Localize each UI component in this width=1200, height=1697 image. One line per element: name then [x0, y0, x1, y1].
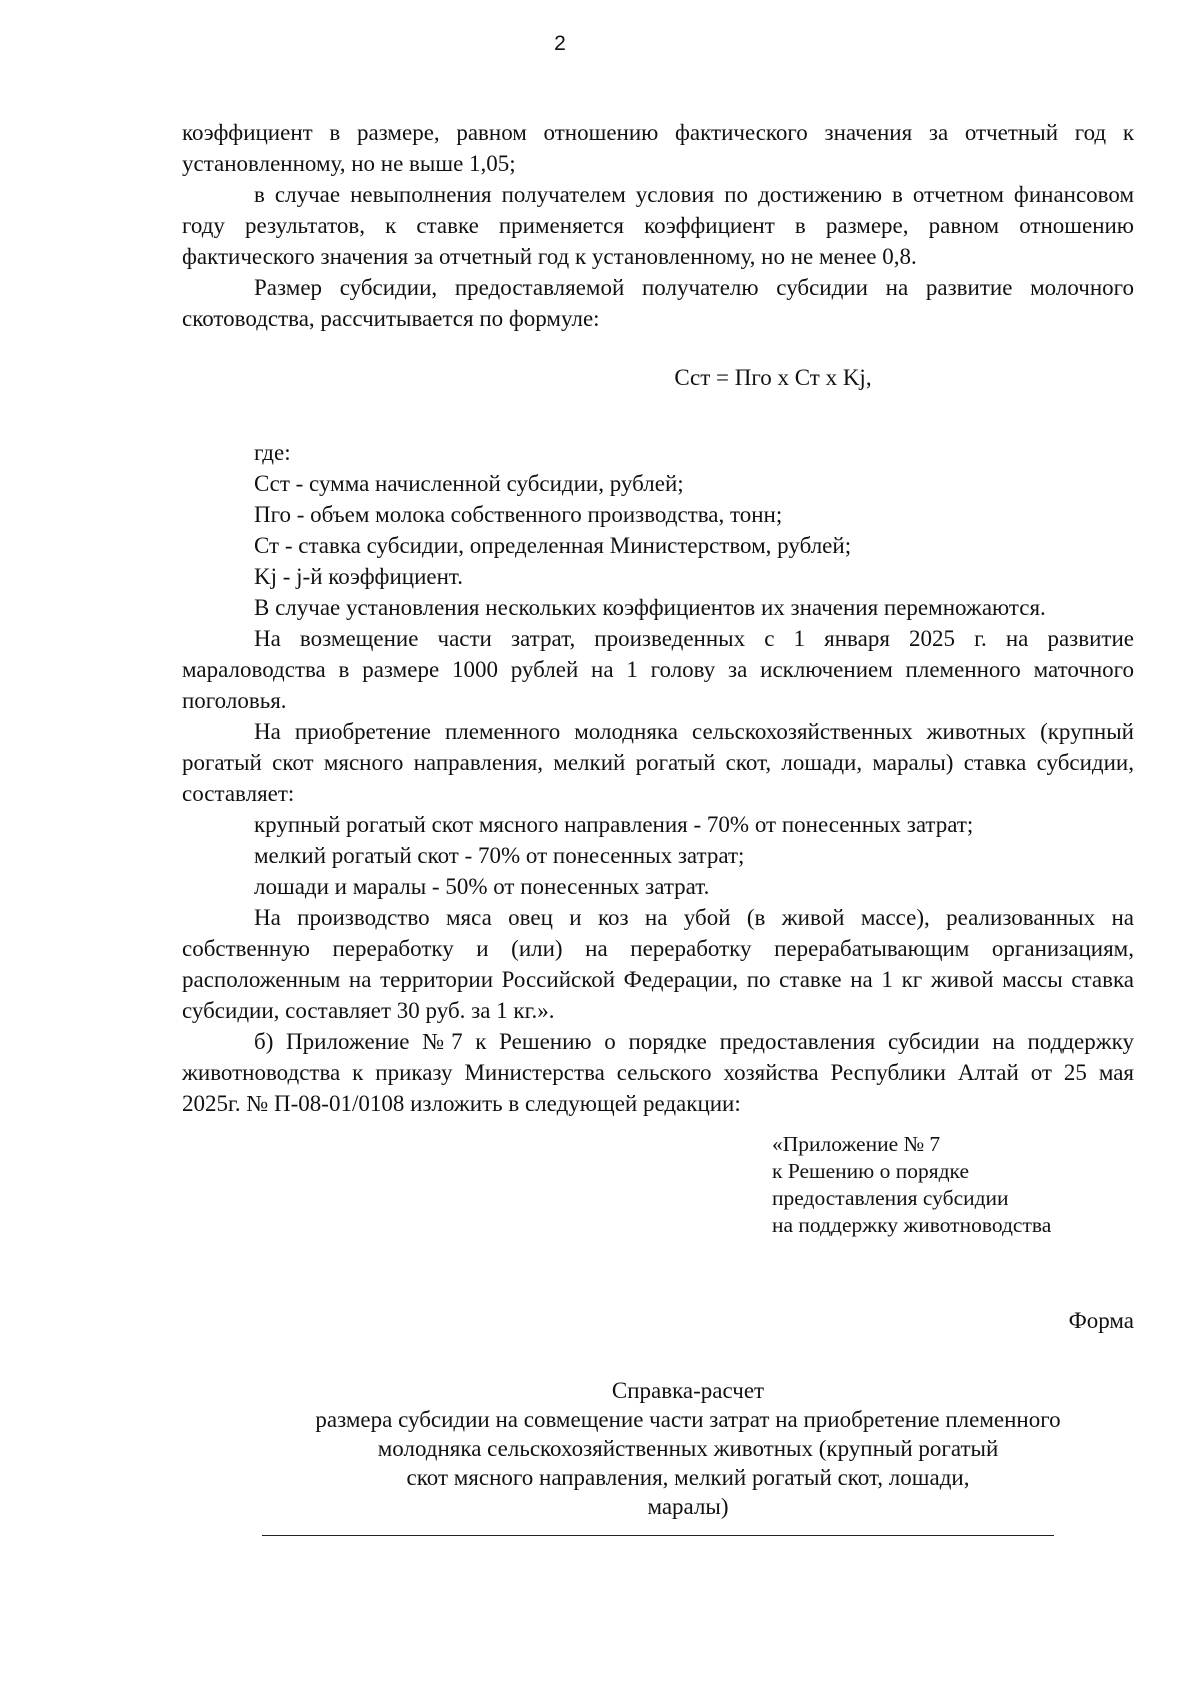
paragraph-coefficient-min: в случае невыполнения получателем условия по достижению в отчетном финансовом году результатов, к ставке применяется коэффициент в размере, равном отношению фактического значения за отчетный год к установленному, но не менее 0,8. [182, 182, 1134, 269]
title-underline [262, 1535, 1054, 1536]
form-label: Форма [1068, 1308, 1134, 1333]
rate-horses-marals: лошади и маралы - 50% от понесенных затрат. [254, 874, 710, 899]
rate-small-cattle: мелкий рогатый скот - 70% от понесенных затрат; [254, 843, 745, 868]
appendix-line-1: «Приложение № 7 [772, 1132, 941, 1156]
appendix-line-3: предоставления субсидии [772, 1186, 1009, 1210]
paragraph-formula-intro: Размер субсидии, предоставляемой получателю субсидии на развитие молочного скотоводства, рассчитывается по формуле: [182, 275, 1134, 331]
subsidy-formula: Сст = Пго х Ст х Kj, [674, 365, 872, 390]
definition-kj: Kj - j-й коэффициент. [254, 564, 463, 589]
title-line-2: молодняка сельскохозяйственных животных (крупный рогатый [377, 1436, 999, 1461]
page-number: 2 [554, 32, 566, 55]
definition-pgo: Пго - объем молока собственного производства, тонн; [254, 502, 783, 527]
paragraph-coefficients-multiply: В случае установления нескольких коэффициентов их значения перемножаются. [254, 595, 1046, 620]
calculation-title [182, 1376, 1134, 1521]
appendix-header [772, 1131, 1134, 1239]
rate-cattle: крупный рогатый скот мясного направления - 70% от понесенных затрат; [254, 812, 974, 837]
paragraph-breeding-young: На приобретение племенного молодняка сельскохозяйственных животных (крупный рогатый скот мясного направления, мелкий рогатый скот, лошади, маралы) ставка субсидии, составляет: [182, 719, 1134, 806]
paragraph-appendix-change: б) Приложение №7 к Решению о порядке предоставления субсидии на поддержку животноводства к приказу Министерства сельского хозяйства Республики Алтай от 25 мая 2025г. № П-08-01/0108 изложить в следующей редакции: [182, 1029, 1134, 1116]
document-body [182, 117, 1134, 1536]
title-line-4: маралы) [647, 1494, 729, 1519]
title-heading: Справка-расчет [611, 1378, 765, 1403]
paragraph-sheep-goat-meat: На производство мяса овец и коз на убой (в живой массе), реализованных на собственную переработку и (или) на переработку перерабатывающим организациям, расположенным на территории Российской Федерации, по ставке на 1 кг живой массы ставка субсидии, составляет 30 руб. за 1 кг.». [182, 905, 1134, 1023]
definitions-where: где: [254, 440, 291, 465]
paragraph-coefficient-max: коэффициент в размере, равном отношению фактического значения за отчетный год к установленному, но не выше 1,05; [182, 120, 1134, 176]
appendix-line-2: к Решению о порядке [772, 1159, 969, 1183]
definition-sst: Сст - сумма начисленной субсидии, рублей; [254, 471, 684, 496]
title-line-1: размера субсидии на совмещение части затрат на приобретение племенного [315, 1407, 1061, 1432]
appendix-line-4: на поддержку животноводства [772, 1213, 1052, 1237]
title-line-3: скот мясного направления, мелкий рогатый скот, лошади, [406, 1465, 970, 1490]
paragraph-maral-breeding: На возмещение части затрат, произведенных с 1 января 2025 г. на развитие мараловодства в размере 1000 рублей на 1 голову за исключением племенного маточного поголовья. [182, 626, 1134, 713]
definition-st: Ст - ставка субсидии, определенная Министерством, рублей; [254, 533, 852, 558]
